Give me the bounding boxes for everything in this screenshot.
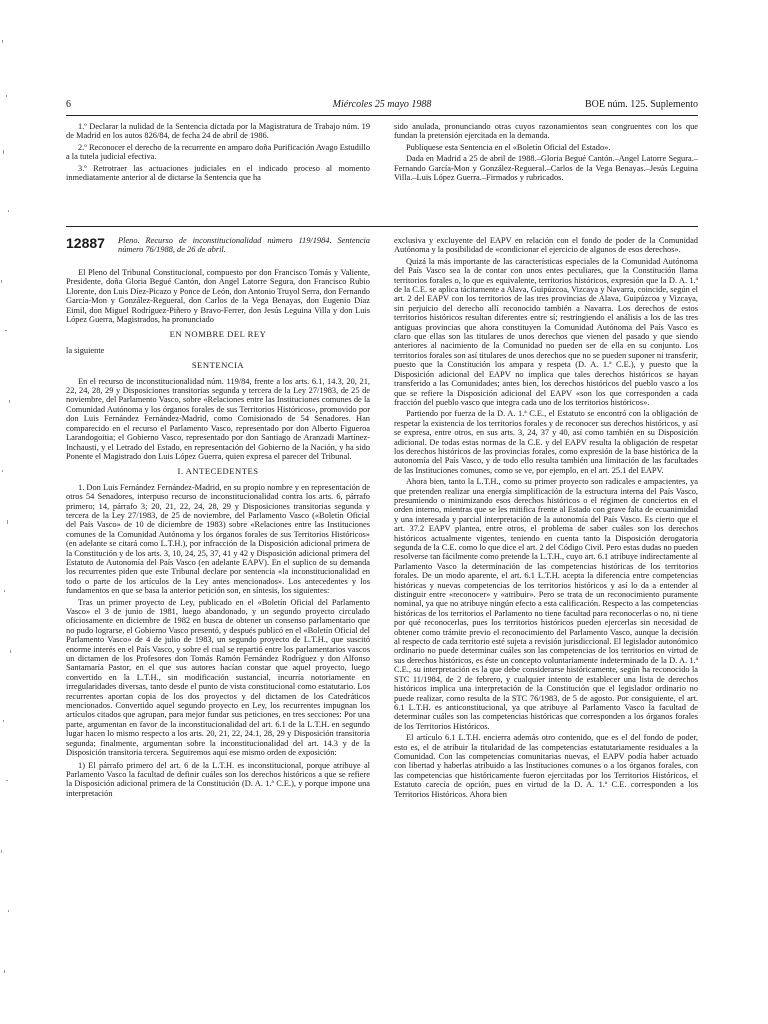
header-publication: BOE núm. 125. Suplemento [584,99,698,110]
header-rule [66,115,698,116]
scan-edge-noise [0,0,18,1024]
right-paragraph-2: Quizá la más importante de las características especiales de la Comunidad Autónoma del País Vasco sea la de contar con unos entes peculiares, que la Constitución llama territorios forales o, lo que es equivalente, territorios históricos, expresión que la D. A. 1.ª de la C.E. se aplica tácitamente a Alava, Guipúzcoa, Vizcaya y Navarra, coincide, según el art. 2 del EAPV con los territorios de las tres provincias de Alava, Guipúzcoa y Vizcaya, sin perjuicio del derecho allí reconocido también a Navarra. Los derechos de estos territorios históricos resultan diferentes entre sí; restringiendo el análisis a los de las tres antiguas provincias que ahora constituyen la Comunidad Autónoma del País Vasco es claro que ellas son las titulares de unos derechos que vienen del pasado y que siendo anteriores al nacimiento de la Comunidad no pueden ser de ella en su conjunto. Los territorios forales son así titulares de unos derechos que no se pueden suponer ni transferir, puesto que la Constitución los ampara y respeta (D. A. 1.ª C.E.), y puesto que la Disposición adicional del EAPV no implica que tales derechos históricos se hayan transferido a las Comunidades; antes bien, los derechos históricos del pueblo vasco a los que se refiere la Disposición adicional del EAPV «son los que corresponden a cada fracción del pueblo vasco que integra cada uno de los territorios históricos». [394,256,698,407]
entry-title: Pleno. Recurso de inconstitucionalidad número 119/1984. Sentencia número 76/1988, de 26 de abril. [118,236,370,255]
court-composition: El Pleno del Tribunal Constitucional, compuesto por don Francisco Tomás y Valiente, Presidente, doña Gloria Begué Cantón, don Angel Latorre Segura, don Francisco Rubio Llorente, don Luis Díez-Picazo y Ponce de León, don Antonio Truyol Serra, don Fernando García-Mon y González-Regueral, don Carlos de la Vega Benayas, don Eugenio Díaz Eimil, don Miguel Rodríguez-Piñero y Bravo-Ferrer, don Jesús Leguina Villa y don Luis López Guerra, Magistrados, ha pronunciado [66,268,370,325]
antecedente-1: 1. Don Luis Fernández Fernández-Madrid, en su propio nombre y en representación de otros 54 Senadores, interpuso recurso de inconstitucionalidad contra los arts. 6, párrafo primero; 14, párrafo 3; 20, 21, 22, 24, 28, 29 y Disposiciones transitorias segunda y tercera de la Ley 27/1983, de 25 de noviembre, del Parlamento Vasco («Boletín Oficial del País Vasco» de 10 de diciembre de 1983) sobre «Relaciones entre las Instituciones comunes de la Comunidad Autónoma y los órganos forales de sus Territorios Históricos» (en adelante se citará como L.T.H.), por infracción de la Disposición adicional primera de la Constitución y de los arts. 3, 10, 24, 25, 37, 41 y 42 y Disposición adicional primera del Estatuto de Autonomía del País Vasco (en adelante EAPV). En el suplico de su demanda los recurrentes piden que este Tribunal declare por sentencia «la inconstitucionalidad en todo o parte de los artículos de la Ley antes mencionados». Los antecedentes y los fundamentos en que se basa la anterior petición son, en síntesis, los siguientes: [66,482,370,596]
right-column [394,236,698,801]
antecedente-2: Tras un primer proyecto de Ley, publicado en el «Boletín Oficial del Parlamento Vasco» el 3 de junio de 1981, luego abandonado, y un segundo proyecto circulado oficiosamente en diciembre de 1982 en busca de obtener un consenso parlamentario que no pudo lograrse, el Gobierno Vasco presentó, y después publicó en el «Boletín Oficial del Parlamento Vasco» de 4 de julio de 1983, un segundo proyecto de L.T.H., que suscitó enorme interés en el País Vasco, y sobre el cual se repartió entre los parlamentarios vascos un dictamen de los Profesores don Tomás Ramón Fernández Rodríguez y don Alfonso Santamaría Pastor, en el que sus autores hacían constar que aquel proyecto, luego convertido en la L.T.H., sin modificación sustancial, incurría notoriamente en irregularidades diversas, tanto desde el punto de vista constitucional como estatutario. Los recurrentes aportan copia de los dos proyectos y del dictamen de los Catedráticos mencionados. Convertido aquel segundo proyecto en Ley, los recurrentes impugnan los artículos citados que agrupan, para mejor fundar sus peticiones, en tres secciones: Por una parte, argumentan en favor de la inconstitucionalidad del art. 6.1 de la L.T.H. en segundo lugar hacen lo mismo respecto a los arts. 20, 21, 22, 24.1, 28, 29 y Disposición transitoria segunda; finalmente, argumentan sobre la inconstitucionalidad del art. 14.3 y de la Disposición transitoria tercera. Seguiremos aquí ese mismo orden de exposición: [66,597,370,758]
publication-order: Publíquese esta Sentencia en el «Boletín Oficial del Estado». [406,142,611,152]
page-number: 6 [66,99,71,110]
previous-ruling-right [394,122,698,184]
right-paragraph-1: exclusiva y excluyente del EAPV en relación con el fondo de poder de la Comunidad Autónoma y la posibilidad de «condicionar el ejercicio de algunos de esos derechos». [394,236,698,255]
page-header [66,99,698,113]
left-column [66,268,370,800]
ruling-point-1: 1.º Declarar la nulidad de la Sentencia dictada por la Magistratura de Trabajo núm. 19 de Madrid en los autos 826/84, de fecha 24 de abril de 1986. [66,122,371,141]
signatures: Dada en Madrid a 25 de abril de 1988.–Gloria Begué Cantón.–Angel Latorre Segura.–Fernando García-Mon y González-Regueral.–Carlos de la Vega Benayas.–Jesús Leguina Villa.–Luis López Guerra.–Firmados y rubricados. [394,154,698,183]
antecedente-3: 1) El párrafo primero del art. 6 de la L.T.H. es inconstitucional, porque atribuye al Parlamento Vasco la facultad de definir cuáles son los derechos históricos a que se refiere la Disposición adicional primera de la Constitución (D. A. 1.ª C.E.), y porque impone una interpretación [66,760,370,798]
heading-sentencia: SENTENCIA [191,360,245,371]
entry-header [66,236,370,255]
section-rule [66,226,698,227]
ruling-point-2: 2.º Reconocer el derecho de la recurrente en amparo doña Purificación Avago Estudillo a la tutela judicial efectiva. [66,142,371,162]
right-paragraph-3: Partiendo por fuerza de la D. A. 1.ª C.E., el Estatuto se encontró con la obligación de respetar la existencia de los territorios forales y de reconocer sus derechos históricos, y así se expresa, entre otros, en sus arts. 3, 24, 37 y 40, así como también en su Disposición adicional. De todas estas normas de la C.E. y del EAPV resulta la obligación de respetar los derechos históricos de las provincias forales, como expresión de la base histórica de la autonomía del País Vasco, y de todo ello resulta también una limitación de las facultades de las Instituciones comunes, como se ve, por ejemplo, en el art. 25.1 del EAPV. [394,409,698,475]
ruling-continuation: sido anulada, pronunciando otras cuyos razonamientos sean congruentes con los que fundan la pretensión ejercitada en la demanda. [394,122,698,141]
sentencia-paragraph: En el recurso de inconstitucionalidad núm. 119/84, frente a los arts. 6.1, 14.3, 20, 21, 22, 24, 28, 29 y Disposiciones transitorias segunda y tercera de la Ley 27/1983, de 25 de noviembre, del Parlamento Vasco, sobre «Relaciones entre las Instituciones comunes de la Comunidad Autónoma y los órganos forales de sus Territorios Históricos», promovido por don Luis Fernández Fernández-Madrid, como Comisionado de 54 Senadores. Han comparecido en el recurso el Parlamento Vasco, representado por don Alberto Figueroa Larandogoitia; el Gobierno Vasco, representado por don Santiago de Aranzadi Martínez-Inchausti, y el Letrado del Estado, en representación del Gobierno de la Nación, y ha sido Ponente el Magistrado don Luis López Guerra, quien expresa el parecer del Tribunal. [66,376,370,461]
right-paragraph-4: Ahora bien, tanto la L.T.H., como su primer proyecto son radicales e ampacientes, ya que pretenden realizar una energía simplificación de la estructura interna del País Vasco, presumiendo o minimizando esos derechos históricos o el régimen de conciertos en el orden interno, mientras que se les mitifica frente al Estado con grave falta de ecuanimidad y una interesada y parcial interpretación de la autonomía del País Vasco. Es cierto que el art. 37.2 EAPV plantea, entre otros, el problema de saber cuáles son los derechos históricos actualmente vigentes, teniendo en cuenta tanto la Disposición derogatoria segunda de la C.E. como lo que dice el art. 2 del Código Civil. Pero estas dudas no pueden resolverse tan fácilmente como pretende la L.T.H., cuyo art. 6.1 atribuye indirectamente al Parlamento Vasco la determinación de las competencias históricas de los territorios forales. De un modo aparente, el art. 6.1 L.T.H. acepta la diferencia entre competencias históricas y nuevas competencias de los territorios históricos y así lo da a entender al distinguir entre «reconocer» y «atribuir». Pero se trata de un reconocimiento puramente nominal, ya que no atribuye ningún efecto a esta calificación. Respecto a las competencias históricas de los territorios el Parlamento no tiene facultad para reconocerlas o no, ni tiene por qué reconocerlas, pues los territorios históricos pueden ejercerlas sin necesidad de obtener como trámite previo el reconocimiento del Parlamento Vasco, aunque la decisión al respecto de cada territorio esté sujeta a revisión jurisdiccional. El legislador autonómico ordinario no puede determinar cuáles son las competencias de los territorios en virtud de sus derechos históricos, es éste un concepto voluntariamente indeterminado de la D. A. 1.ª C.E., su interpretación es la que debe considerarse históricamente, según ha reconocido la STC 11/1984, de 2 de febrero, y cualquier intento de establecer una lista de derechos históricos implica una interpretación de la Constitución que el legislador ordinario no puede realizar, como resulta de la STC 76/1983, de 5 de agosto. Por consiguiente, el art. 6.1 L.T.H. es anticonstitucional, ya que atribuye al Parlamento Vasco la facultad de determinar cuáles son las competencias históricas que corresponden a los órganos forales de los Territorios Históricos. [394,477,698,731]
heading-antecedentes: I. ANTECEDENTES [177,466,259,477]
right-paragraph-5: El artículo 6.1 L.T.H. encierra además otro contenido, que es el del fondo de poder, esto es, el de atribuir la titularidad de las competencias estatutariamente residuales a la Comunidad. Con las competencias comunitarias nuevas, el EAPV podía haber actuado con libertad y haberlas atribuido a las Instituciones comunes o a los órganos forales, con las competencias que históricamente fueron ejercitadas por los Territorios Históricos, el Estatuto carecía de opción, pues en virtud de la D. A. 1.ª C.E. corresponden a los Territorios Históricos. Ahora bien [394,733,698,799]
ruling-point-3: 3.º Retrotraer las actuaciones judiciales en el indicado proceso al momento inmediatamente anterior al de dictarse la Sentencia que ha [66,163,370,183]
header-date: Miércoles 25 mayo 1988 [332,99,432,110]
entry-number: 12887 [66,235,105,251]
la-siguiente: la siguiente [66,345,105,355]
previous-ruling-left [66,122,370,184]
heading-en-nombre-del-rey: EN NOMBRE DEL REY [169,329,267,340]
